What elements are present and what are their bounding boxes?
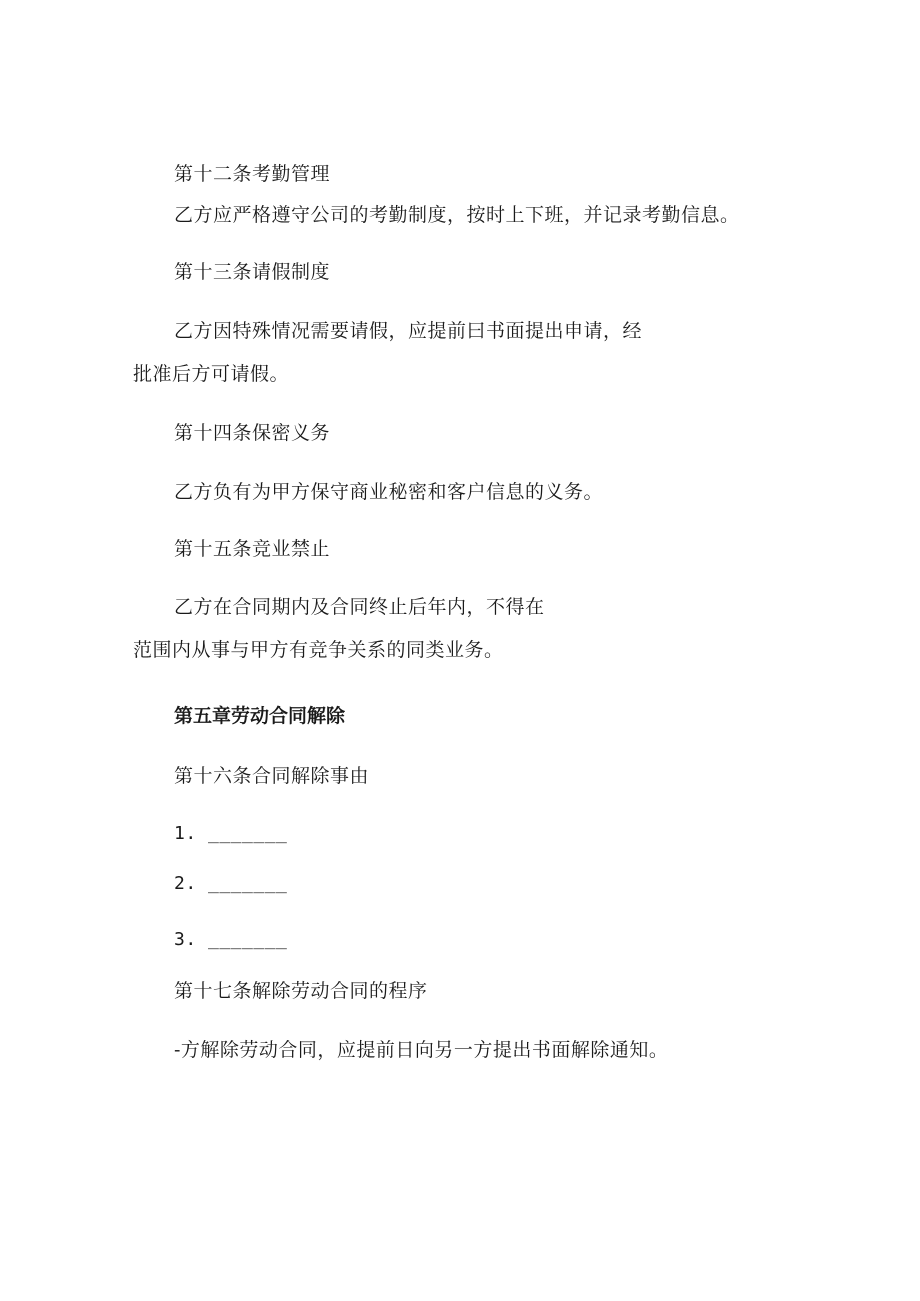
list-item: 2. _______ bbox=[174, 873, 288, 894]
article-14-body: 乙方负有为甲方保守商业秘密和客户信息的义务。 bbox=[174, 481, 604, 503]
article-13-title: 第十三条请假制度 bbox=[174, 261, 331, 283]
article-17-body: -方解除劳动合同，应提前日向另一方提出书面解除通知。 bbox=[174, 1039, 669, 1061]
article-14-title: 第十四条保密义务 bbox=[174, 422, 331, 444]
article-13-body-line-1: 乙方因特殊情况需要请假，应提前曰书面提出申请，经 bbox=[174, 320, 643, 342]
article-15-body-line-1: 乙方在合同期内及合同终止后年内，不得在 bbox=[174, 596, 545, 618]
list-item: 1. _______ bbox=[174, 823, 288, 844]
article-12-title: 第十二条考勤管理 bbox=[174, 163, 331, 185]
article-13-body-line-2: 批准后方可请假。 bbox=[133, 363, 290, 385]
article-12-body: 乙方应严格遵守公司的考勤制度，按时上下班，并记录考勤信息。 bbox=[174, 204, 740, 226]
article-17-title: 第十七条解除劳动合同的程序 bbox=[174, 980, 428, 1002]
article-15-title: 第十五条竞业禁止 bbox=[174, 538, 331, 560]
article-15-body-line-2: 范围内从事与甲方有竞争关系的同类业务。 bbox=[133, 639, 504, 661]
chapter-5-heading: 第五章劳动合同解除 bbox=[174, 705, 346, 727]
list-item: 3. _______ bbox=[174, 929, 288, 950]
article-16-title: 第十六条合同解除事由 bbox=[174, 765, 370, 787]
